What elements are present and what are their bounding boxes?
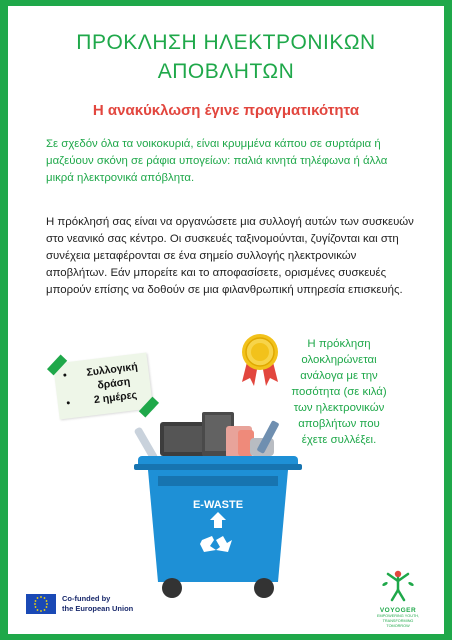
- intro-paragraph: Σε σχεδόν όλα τα νοικοκυριά, είναι κρυμμένα κάπου σε συρτάρια ή μαζεύουν σκόνη σε ράφια υπογείων: παλιά κινητά τηλέφωνα ή άλλα μικρά ηλεκτρονικά απόβλητα.: [46, 138, 388, 184]
- bin-wheel-left: [162, 578, 182, 598]
- title-line-1: ΠΡΟΚΛΗΣΗ ΗΛΕΚΤΡΟΝΙΚΩΝ: [76, 31, 376, 54]
- e-waste-bin-illustration: [128, 412, 308, 602]
- eu-cofunded-logo: [26, 594, 133, 614]
- voyoger-name: VOYOGER: [379, 607, 417, 614]
- voyoger-tagline: [370, 614, 426, 629]
- title-line-2: ΑΠΟΒΛΗΤΩΝ: [157, 60, 295, 83]
- bin-wheel-right: [254, 578, 274, 598]
- voyoger-tagline-line-3: TOMORROW: [386, 624, 410, 628]
- eu-flag-icon: [26, 594, 56, 614]
- completion-text: Η πρόκληση ολοκληρώνεται ανάλογα με την ποσότητα (σε κιλά) των ηλεκτρονικών αποβλήτων που έχετε συλλέξει.: [291, 338, 387, 446]
- bin-label: E-WASTE: [192, 499, 244, 511]
- note-list: [53, 352, 152, 411]
- eu-text: [62, 594, 133, 614]
- page-title: [20, 28, 432, 86]
- eu-text-line-1: Co-funded by: [62, 594, 111, 603]
- frame-left: [0, 0, 8, 640]
- frame-bottom: [0, 634, 452, 640]
- eu-text-line-2: the European Union: [62, 604, 134, 613]
- note-item-days: • 2 ημέρες: [79, 386, 152, 409]
- voyoger-logo: [370, 568, 426, 629]
- voyoger-figure-icon: [380, 568, 416, 602]
- frame-right: [444, 0, 452, 640]
- page-subtitle: Η ανακύκλωση έγινε πραγματικότητα: [92, 102, 360, 119]
- note-item-collective: • Συλλογική δράση: [76, 358, 151, 395]
- sticky-note: [53, 352, 153, 419]
- challenge-paragraph: Η πρόκλησή σας είναι να οργανώσετε μια συλλογή αυτών των συσκευών στο νεανικό σας κέντρο. Οι συσκευές ταξινομούνται, ζυγίζονται και στη συνέχεια μεταφέρονται σε ένα σημείο συλλογής ηλεκτρονικών αποβλήτων. Εάν μπορείτε και το αποφασίσετε, ορισμένες συσκευές μπορούν επίσης να δοθούν σε μια φιλανθρωπική υπηρεσία επισκευής.: [46, 216, 414, 296]
- medal-icon: [238, 332, 282, 390]
- voyoger-tagline-line-1: EMPOWERING YOUTH,: [376, 614, 420, 618]
- voyoger-tagline-line-2: TRANSFORMING: [382, 619, 414, 623]
- frame-top: [0, 0, 452, 6]
